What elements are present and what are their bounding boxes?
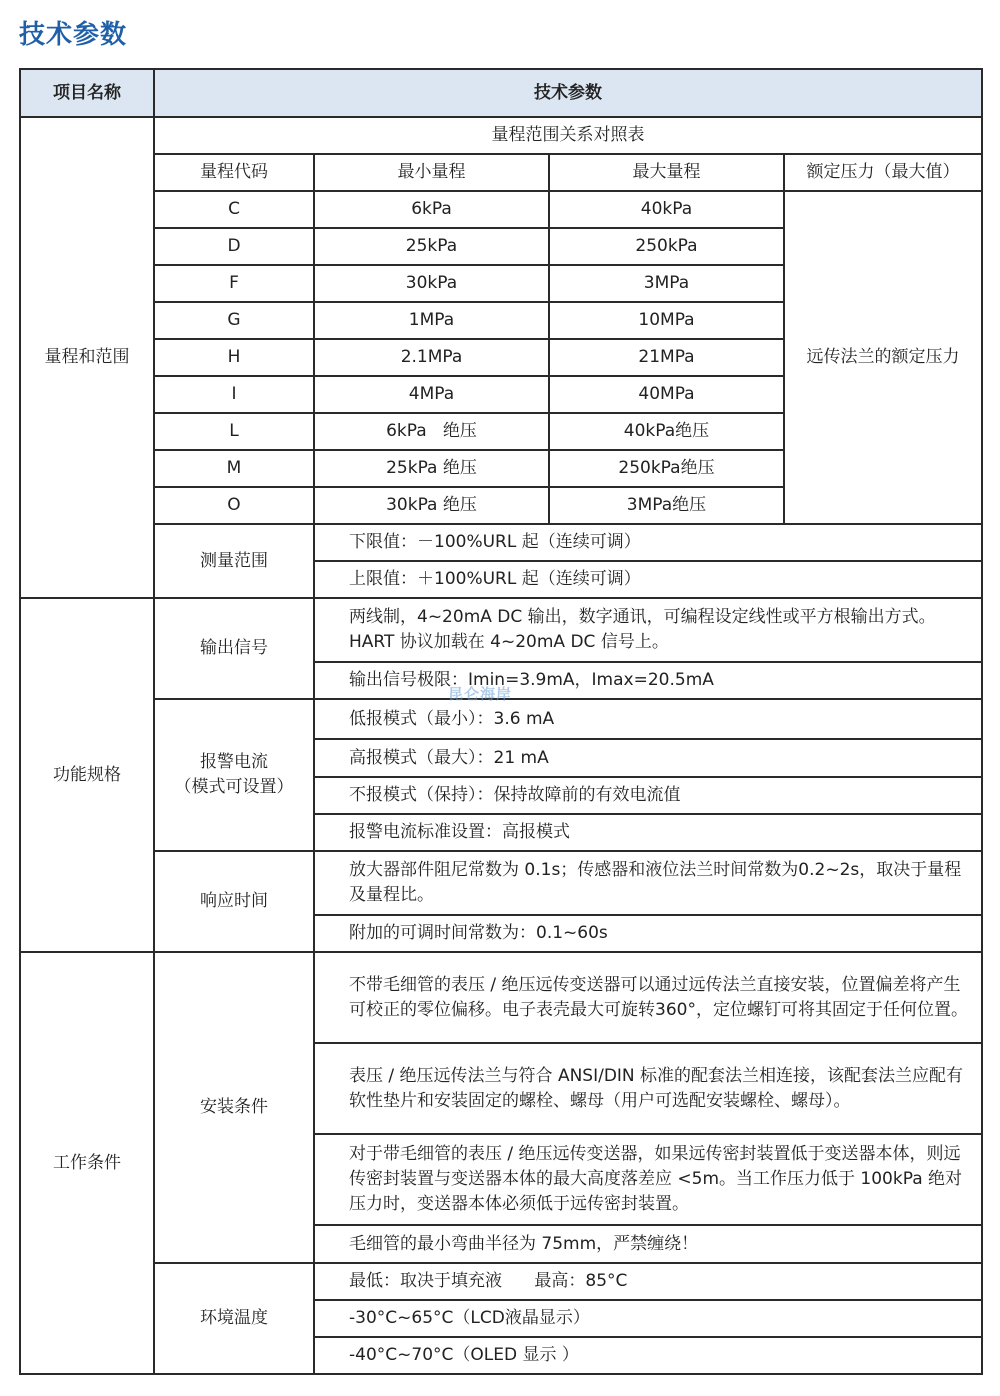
page-title: 技术参数	[19, 20, 128, 50]
range-max: 21MPa	[549, 339, 784, 376]
range-min: 6kPa 绝压	[314, 413, 549, 450]
range-code: L	[154, 413, 314, 450]
table-row	[20, 952, 982, 1043]
install-desc-3: 对于带毛细管的表压 / 绝压远传变送器，如果远传密封装置低于变送器本体，则远传密封装置与变送器本体的最大高度落差应 <5m。当工作压力低于 100kPa 绝对压力时，变送器本体必须低于远传密封装置。	[314, 1134, 982, 1225]
header-item-name: 项目名称	[20, 69, 154, 117]
range-max: 40kPa绝压	[549, 413, 784, 450]
range-max: 3MPa绝压	[549, 487, 784, 524]
range-min: 30kPa 绝压	[314, 487, 549, 524]
response-time-adjust: 附加的可调时间常数为：0.1~60s	[314, 915, 982, 952]
range-min: 30kPa	[314, 265, 549, 302]
table-row	[20, 699, 982, 739]
install-desc-4: 毛细管的最小弯曲半径为 75mm，严禁缠绕！	[314, 1225, 982, 1263]
range-min: 6kPa	[314, 191, 549, 228]
range-code: M	[154, 450, 314, 487]
install-desc-1: 不带毛细管的表压 / 绝压远传变送器可以通过远传法兰直接安装，位置偏差将产生可校正的零位偏移。电子表壳最大可旋转360°，定位螺钉可将其固定于任何位置。	[314, 952, 982, 1043]
range-code: C	[154, 191, 314, 228]
range-code: F	[154, 265, 314, 302]
response-time-label: 响应时间	[154, 851, 314, 952]
range-min: 1MPa	[314, 302, 549, 339]
range-table-title: 量程范围关系对照表	[154, 117, 982, 154]
table-row	[20, 1263, 982, 1300]
output-signal-desc: 两线制，4~20mA DC 输出，数字通讯，可编程设定线性或平方根输出方式。HART 协议加载在 4~20mA DC 信号上。	[314, 598, 982, 662]
range-min: 25kPa	[314, 228, 549, 265]
alarm-low: 低报模式（最小）：3.6 mA	[314, 699, 982, 739]
range-code: H	[154, 339, 314, 376]
header-tech-params: 技术参数	[154, 69, 982, 117]
install-label: 安装条件	[154, 952, 314, 1263]
table-row	[20, 191, 982, 228]
column-header: 额定压力（最大值）	[784, 154, 982, 191]
range-max: 250kPa绝压	[549, 450, 784, 487]
alarm-label-line2: （模式可设置）	[174, 777, 294, 797]
table-row	[20, 117, 982, 154]
alarm-hold: 不报模式（保持）：保持故障前的有效电流值	[314, 777, 982, 814]
alarm-default: 报警电流标准设置：高报模式	[314, 814, 982, 851]
table-row	[20, 851, 982, 915]
alarm-label-line1: 报警电流	[200, 752, 268, 772]
range-code: G	[154, 302, 314, 339]
range-max: 40kPa	[549, 191, 784, 228]
table-row	[20, 154, 982, 191]
install-desc-2: 表压 / 绝压远传法兰与符合 ANSI/DIN 标准的配套法兰相连接，该配套法兰应配有软性垫片和安装固定的螺栓、螺母（用户可选配安装螺栓、螺母）。	[314, 1043, 982, 1134]
section-label-work: 工作条件	[20, 952, 154, 1374]
range-code: O	[154, 487, 314, 524]
measure-range-label: 测量范围	[154, 524, 314, 598]
table-row	[20, 598, 982, 662]
range-code: D	[154, 228, 314, 265]
ambient-temp-label: 环境温度	[154, 1263, 314, 1374]
output-signal-limit: 输出信号极限：Imin=3.9mA，Imax=20.5mA	[314, 662, 982, 699]
measure-upper: 上限值：＋100%URL 起（连续可调）	[314, 561, 982, 598]
alarm-current-label	[154, 699, 314, 851]
alarm-high: 高报模式（最大）：21 mA	[314, 739, 982, 777]
range-max: 10MPa	[549, 302, 784, 339]
range-max: 40MPa	[549, 376, 784, 413]
response-time-desc: 放大器部件阻尼常数为 0.1s；传感器和液位法兰时间常数为0.2~2s，取决于量程及量程比。	[314, 851, 982, 915]
column-header: 最大量程	[549, 154, 784, 191]
range-min: 4MPa	[314, 376, 549, 413]
rated-pressure: 远传法兰的额定压力	[784, 191, 982, 524]
ambient-temp-range: 最低：取决于填充液 最高：85°C	[314, 1263, 982, 1300]
header-row	[20, 69, 982, 117]
range-max: 3MPa	[549, 265, 784, 302]
section-label-function: 功能规格	[20, 598, 154, 952]
section-label-range: 量程和范围	[20, 117, 154, 598]
range-min: 2.1MPa	[314, 339, 549, 376]
spec-table	[19, 68, 983, 1375]
measure-lower: 下限值：－100%URL 起（连续可调）	[314, 524, 982, 561]
column-header: 量程代码	[154, 154, 314, 191]
column-header: 最小量程	[314, 154, 549, 191]
range-max: 250kPa	[549, 228, 784, 265]
ambient-temp-lcd: -30°C~65°C（LCD液晶显示）	[314, 1300, 982, 1337]
ambient-temp-oled: -40°C~70°C（OLED 显示 ）	[314, 1337, 982, 1374]
range-code: I	[154, 376, 314, 413]
watermark-logo: 昆仑海岸	[448, 685, 513, 703]
table-row	[20, 524, 982, 561]
range-min: 25kPa 绝压	[314, 450, 549, 487]
output-signal-label: 输出信号	[154, 598, 314, 699]
